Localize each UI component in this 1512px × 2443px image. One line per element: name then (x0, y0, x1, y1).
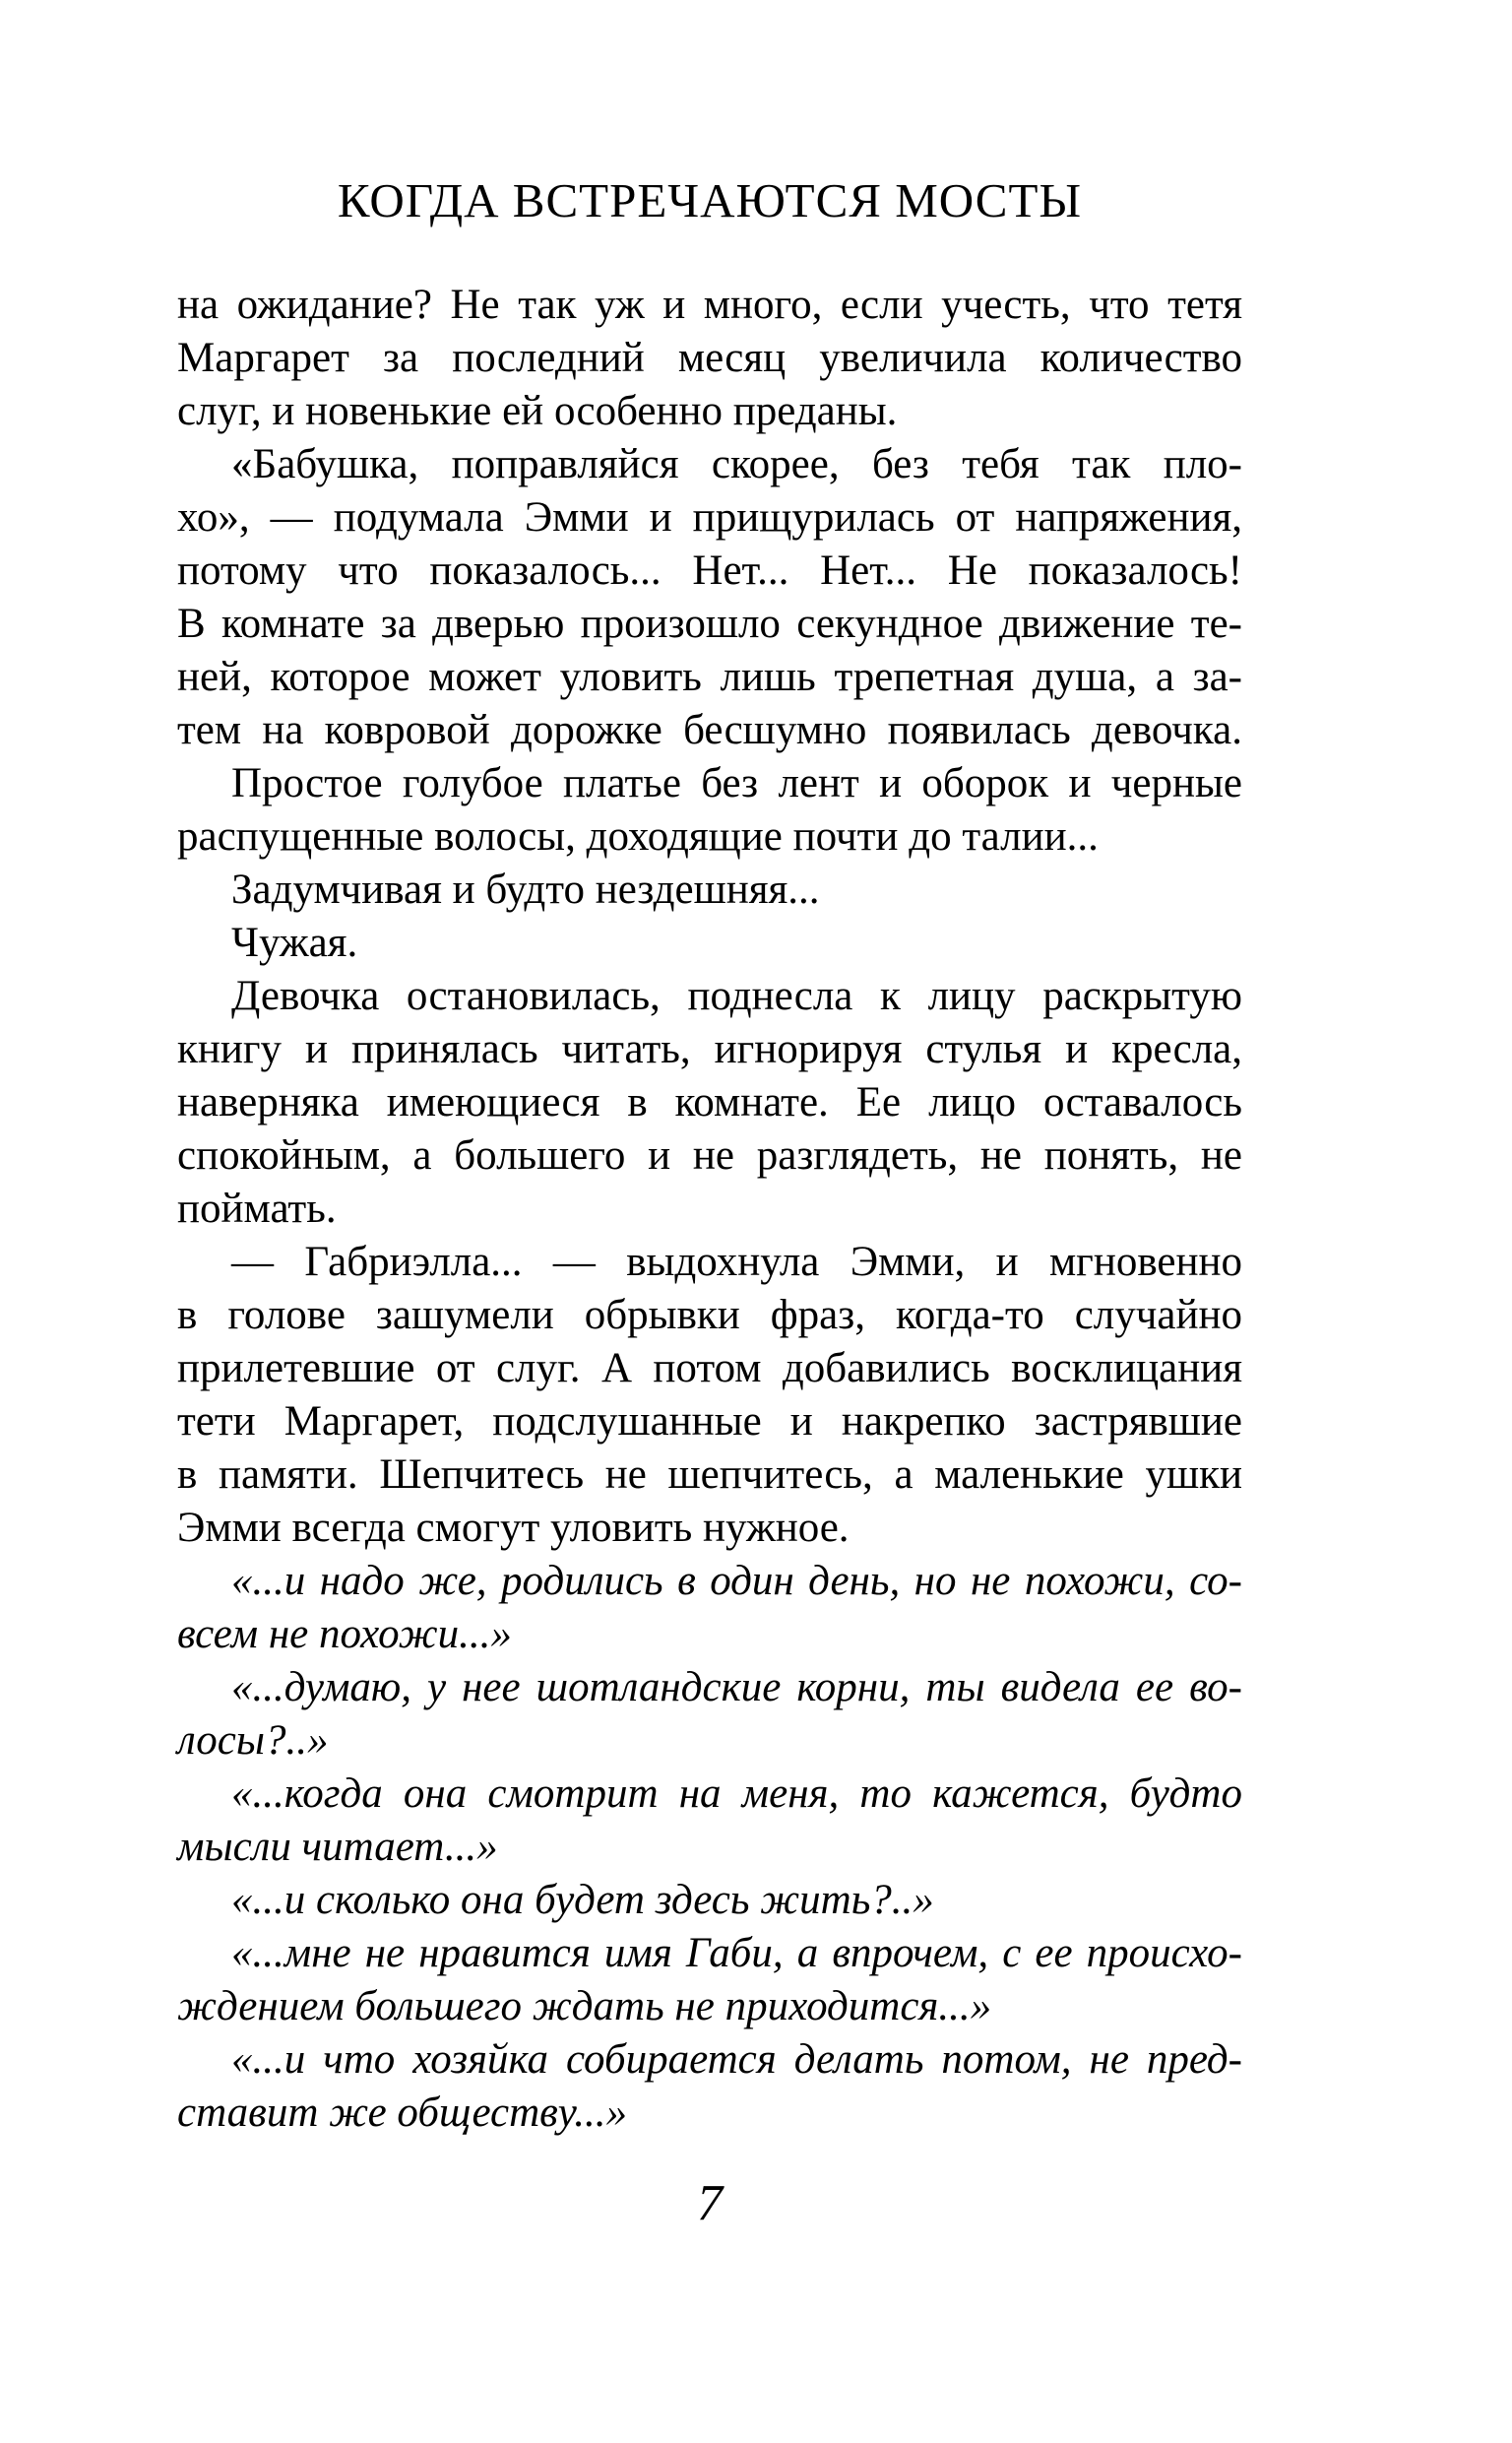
text-line: слуг, и новенькие ей особенно преданы. (177, 388, 898, 434)
text-line: «...и что хозяйка собирается делать потом, не пред- (231, 2036, 1242, 2083)
text-line: тети Маргарет, подслушанные и накрепко застрявшие (177, 1398, 1242, 1445)
text-line: Маргарет за последний месяц увеличила количество (177, 335, 1242, 381)
text-block (177, 279, 1242, 2140)
book-page-title: КОГДА ВСТРЕЧАЮТСЯ МОСТЫ (337, 173, 1083, 227)
text-line: спокойным, а большего и не разглядеть, не понять, не (177, 1132, 1242, 1179)
text-line: в голове зашумели обрывки фраз, когда-то случайно (177, 1292, 1242, 1338)
text-line: Эмми всегда смогут уловить нужное. (177, 1505, 850, 1551)
text-line: «...и надо же, родились в один день, но не похожи, со- (231, 1558, 1242, 1604)
text-line: прилетевшие от слуг. А потом добавились восклицания (177, 1345, 1242, 1391)
text-line: потому что показалось... Нет... Нет... Не показалось! (177, 547, 1242, 594)
text-line: в памяти. Шепчитесь не шепчитесь, а маленькие ушки (177, 1451, 1242, 1498)
text-line: Чужая. (231, 920, 358, 966)
text-line: ждением большего ждать не приходится...» (177, 1983, 992, 2029)
text-line: наверняка имеющиеся в комнате. Ее лицо оставалось (177, 1079, 1242, 1125)
text-line: «Бабушка, поправляйся скорее, без тебя так пло- (231, 441, 1242, 487)
text-line: ставит же обществу...» (177, 2089, 627, 2136)
text-line: Простое голубое платье без лент и оборок и черные (231, 760, 1242, 806)
text-line: Задумчивая и будто нездешняя... (231, 867, 820, 913)
text-line: распущенные волосы, доходящие почти до талии... (177, 813, 1099, 860)
text-line: на ожидание? Не так уж и много, если учесть, что тетя (177, 282, 1242, 328)
text-line: поймать. (177, 1186, 337, 1232)
text-line: В комнате за дверью произошло секундное движение те- (177, 601, 1242, 647)
page-number: 7 (697, 2175, 723, 2231)
text-line: «...мне не нравится имя Габи, а впрочем, с ее происхо- (231, 1930, 1242, 1976)
text-line: «...и сколько она будет здесь жить?..» (231, 1877, 934, 1923)
text-line: Девочка остановилась, поднесла к лицу раскрытую (231, 973, 1242, 1019)
text-line: хо», — подумала Эмми и прищурилась от напряжения, (177, 494, 1242, 541)
text-line: — Габриэлла... — выдохнула Эмми, и мгновенно (231, 1239, 1242, 1285)
text-line: мысли читает...» (177, 1824, 498, 1870)
text-line: всем не похожи...» (177, 1611, 512, 1657)
text-line: ней, которое может уловить лишь трепетная душа, а за- (177, 654, 1242, 700)
text-line: лосы?..» (177, 1717, 329, 1764)
text-line: «...думаю, у нее шотландские корни, ты видела ее во- (231, 1664, 1242, 1710)
text-line: книгу и принялась читать, игнорируя стулья и кресла, (177, 1026, 1242, 1072)
text-line: тем на ковровой дорожке бесшумно появилась девочка. (177, 707, 1242, 753)
text-line: «...когда она смотрит на меня, то кажется, будто (231, 1770, 1242, 1817)
